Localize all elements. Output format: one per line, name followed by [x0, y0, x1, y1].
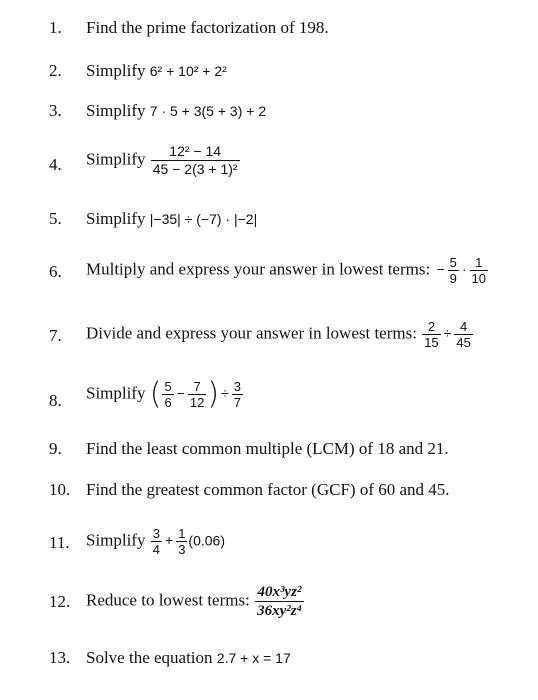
- fraction-numerator: 4: [454, 319, 472, 335]
- fraction-numerator: 1: [178, 526, 186, 541]
- problem-text: Reduce to lowest terms:: [86, 590, 250, 610]
- problem-text: Simplify: [86, 383, 146, 403]
- fraction-numerator: 5: [164, 379, 172, 394]
- problem-number: 9.: [49, 439, 62, 458]
- problem-number: 8.: [49, 391, 62, 410]
- problem-text: Multiply and express your answer in lowest terms:: [86, 259, 431, 279]
- fraction-numerator: 5: [449, 255, 457, 270]
- left-paren: (: [149, 376, 162, 412]
- fraction-numerator: 3: [233, 379, 242, 394]
- fraction-denominator: 4: [152, 542, 160, 557]
- math-expression: 6² + 10² + 2²: [149, 63, 227, 79]
- fraction: [151, 143, 240, 178]
- fraction-denominator: 36xy²z⁴: [257, 603, 302, 619]
- fraction: [422, 319, 440, 350]
- problem-text: Simplify: [86, 61, 146, 80]
- operator: ÷: [443, 325, 452, 342]
- problem-number: 13.: [49, 648, 71, 667]
- math-expression: 2.7 + x = 17: [216, 650, 291, 666]
- fraction-denominator: 9: [449, 271, 457, 286]
- right-paren: ): [207, 376, 220, 412]
- problem-number: 4.: [49, 155, 62, 174]
- math-expression: |−35| ÷ (−7) · |−2|: [149, 211, 258, 227]
- problem-number: 3.: [49, 101, 62, 120]
- fraction-numerator: 7: [188, 379, 206, 395]
- fraction-numerator: 3: [152, 526, 160, 541]
- problem-text: Solve the equation: [86, 648, 213, 667]
- fraction-denominator: 10: [471, 271, 487, 286]
- minus-sign: −: [436, 261, 445, 278]
- math-expression: 7 · 5 + 3(5 + 3) + 2: [149, 103, 267, 119]
- fraction: [448, 255, 459, 286]
- problem-number: 10.: [49, 480, 71, 499]
- problem-number: 11.: [49, 533, 70, 552]
- fraction-numerator: 1: [470, 255, 488, 271]
- problem-text: Divide and express your answer in lowest terms:: [86, 323, 417, 343]
- problem-text: Simplify: [86, 101, 146, 120]
- fraction-denominator: 15: [424, 335, 439, 350]
- problem-text: Find the prime factorization of 198.: [86, 18, 329, 37]
- fraction: [188, 379, 206, 410]
- problem-text: Simplify: [86, 209, 146, 228]
- fraction-denominator: 6: [164, 395, 172, 410]
- fraction: [162, 379, 173, 410]
- fraction-denominator: 45 − 2(3 + 1)²: [152, 161, 238, 177]
- fraction-denominator: 3: [178, 542, 186, 557]
- fraction: [232, 379, 243, 410]
- fraction: [255, 583, 304, 620]
- problem-number: 5.: [49, 209, 62, 228]
- problem-number: 12.: [49, 592, 71, 611]
- problem-text: Find the least common multiple (LCM) of 18 and 21.: [86, 439, 449, 458]
- fraction-denominator: 12: [189, 395, 205, 410]
- operator: +: [165, 532, 174, 549]
- problem-text: Simplify: [86, 530, 146, 550]
- operator: ·: [461, 261, 467, 278]
- problem-number: 7.: [49, 326, 62, 345]
- fraction-denominator: 45: [456, 335, 471, 350]
- fraction-numerator: 2: [422, 319, 440, 335]
- fraction: [470, 255, 488, 286]
- operator: −: [176, 385, 185, 402]
- fraction-denominator: 7: [233, 395, 242, 410]
- fraction: [151, 526, 162, 557]
- problem-text: Simplify: [86, 149, 146, 169]
- problem-number: 6.: [49, 262, 62, 281]
- problem-number: 2.: [49, 61, 62, 80]
- problem-number: 1.: [49, 18, 62, 37]
- problem-text: Find the greatest common factor (GCF) of 60 and 45.: [86, 480, 450, 499]
- fraction: [176, 526, 187, 557]
- fraction: [454, 319, 472, 350]
- fraction-numerator: 12² − 14: [151, 143, 240, 161]
- math-expression: (0.06): [188, 532, 225, 549]
- fraction-numerator: 40x³yz²: [255, 583, 304, 602]
- operator: ÷: [221, 385, 229, 402]
